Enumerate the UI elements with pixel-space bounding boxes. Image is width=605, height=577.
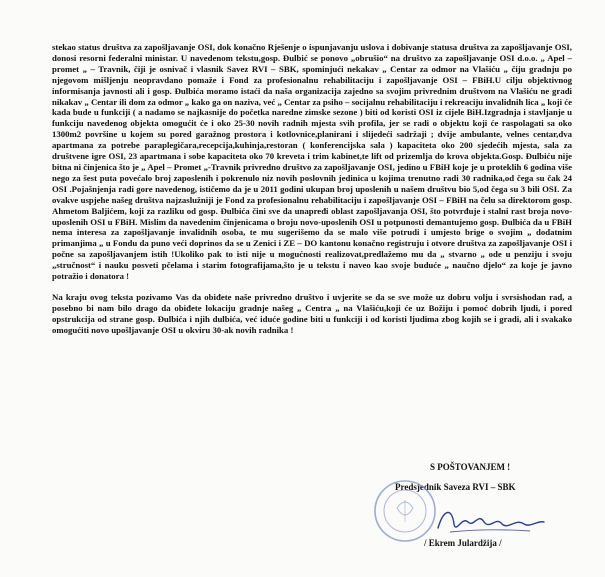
handwritten-signature-icon bbox=[430, 502, 550, 538]
letter-paragraph-1: stekao status društva za zapošljavanje OSI, dok konačno Rješenje o ispunjavanju uslova i dobivanje statusa društva za zapošljavanje OSI, donosi resorni federalni ministar. U navedenom tekstu,gosp. Đulbić se ponovo „obrušio“ na društvo za zapošljavanje OSI d.o.o. „ Apel –promet „ – Travnik, čiji je osnivač i vlasnik Savez RVI – SBK, spominjući nekakav „ Centar za odmor na Vlašiću „ čiju gradnju po njegovom mišljenju neopravdano pomaže i Fond za profesionalnu rehabilitaciju i zapošljavanje OSI – FBiH.U cilju objektivnog informisanja javnosti ali i gosp. Đulbića moramo istaći da naša organizacija zajedno sa svojim privrednim društvom na Vlašiću ne gradi nikakav „ Centar ili dom za odmor „ kako ga on naziva, već „ Centar za psiho – socijalnu rehabilitaciju i rekreaciju invalidnih lica „ koji će kada bude u funkciji ( a nadamo se najkasnije do početka naredne zimske sezone ) biti od koristi OSI iz cijele BiH.Izgradnja i stavljanje u funkciju navedenog objekta omogućit će i oko 25-30 novih radnih mjesta svih profila, jer se radi o objektu koji će raspolagati sa oko 1300m2 površine u kojem su pored garažnog prostora i kotlovnice,planirani i slijedeći sadržaji ; dvije ambulante, velnes centar,dva apartmana za potrebe paraplegičara,recepcija,kuhinja,restoran ( konferencijska sala ) kapaciteta oko 200 sjedećih mjesta, sala za društvene igre OSI, 23 apartmana i sobe kapaciteta oko 70 kreveta i trim kabinet,te lift od prizemlja do krova objekta.Gosp. Đulbiću nije bitna ni činjenica što je „ Apel – Promet „-Travnik privredno društvo za zapošljavanje OSI, jedino u FBiH koje je u proteklih 6 godina više nego za šest puta povećalo broj zaposlenih i pokrenulo niz novih poslovnih jedinica u kojima trenutno radi 30 radnika,od čega su čak 24 OSI .Pojašnjenja radi gore navedenog, ističemo da je u 2011 godini ukupan broj uposlenih u našem društvu bio 5,od čega su 3 bili OSI. Za ovakve uspjehe našeg društva najzaslužniji je Fond za profesionalnu rehabilitaciju i zapošljavanje OSI – FBiH na čelu sa direktorom gosp. Ahmetom Baljićem, koji za razliku od gosp. Đulbića čini sve da unapređi oblast zapošljavanja OSI, što potvrđuje i stalni rast broja novo-uposlenih OSI u FBiH. Mislim da navedenim činjenicama o broju novo-uposlenih OSI u potpunosti demantujemo gosp. Đulbića da u FBiH nema interesa za zapošljavanje invalidnih osoba, te mu sugerišemo da se malo više potrudi i umjesto brige o svojim „ dodatnim primanjima „ u Fondu da puno veći doprinos da se u Zenici i ZE – DO kantonu konačno registruju i otvore društva za zapošljavanje OSI i počne sa zapošljavanjem istih !Ukoliko pak to isti nije u mogućnosti realizovat,predlažemo mu da „ stvarno „ ode u penziju i svoju „stručnost“ i nauku posveti pčelama i starim fotografijama,što je u tekstu i naveo kao svoje buduće „ naučno djelo“ za koje je javno potražio i donatora ! bbox=[52, 42, 572, 282]
signatory-title: Predsjednik Saveza RVI – SBK bbox=[395, 482, 516, 492]
official-stamp-icon bbox=[372, 478, 438, 544]
letter-body bbox=[52, 42, 572, 336]
signatory-name: / Ekrem Julardžija / bbox=[424, 538, 502, 548]
letter-paragraph-2: Na kraju ovog teksta pozivamo Vas da obiđete naše privredno društvo i uvjerite se da se sve može uz dobru volju i svrsishodan rad, a posebno bi nam bilo drago da obiđete lokaciju gradnje našeg „ Centra „ na Vlašiću,koji će uz Božiju i pomoć dobrih ljudi, i pored opstrukcija od strane gosp. Đulbića i njih dulbića, već iduće godine biti u funkciji i od koristi ljudima zbog kojih se i gradi, ali i svakako omogućiti novo upošljavanje OSI u okviru 30-ak novih radnika ! bbox=[52, 291, 572, 335]
closing-salutation: S POŠTOVANJEM ! bbox=[430, 462, 511, 472]
